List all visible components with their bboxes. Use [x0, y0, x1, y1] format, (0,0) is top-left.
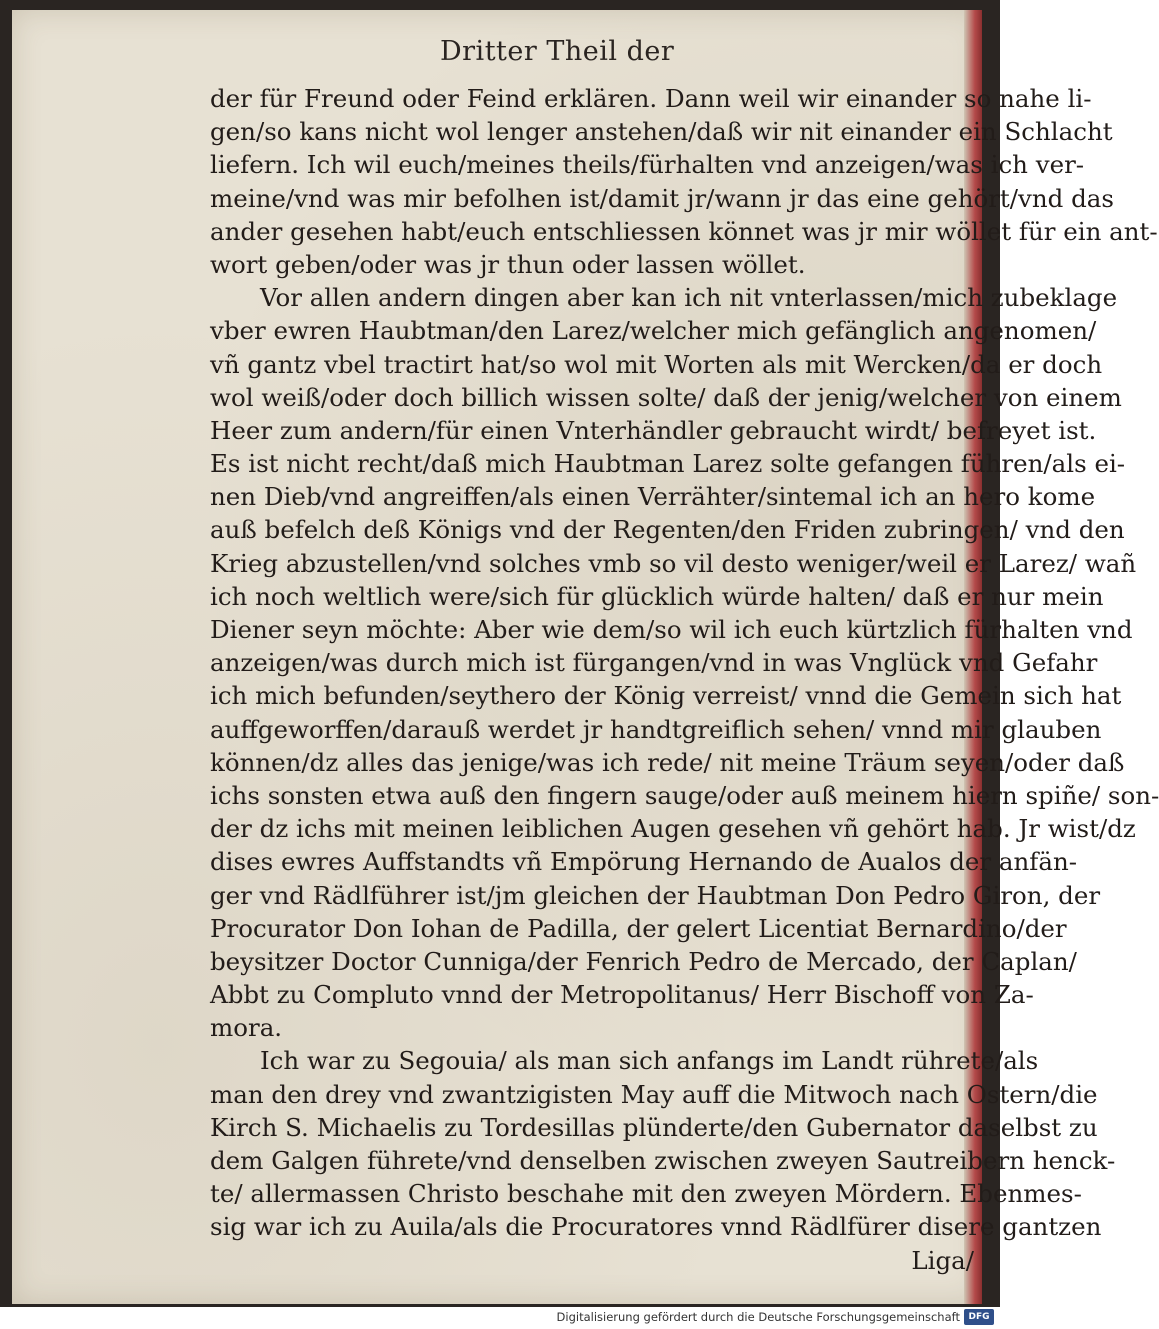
text-line: ich mich befunden/seythero der König verreist/ vnnd die Gemein sich hat: [210, 681, 1122, 711]
text-line: auß befelch deß Königs vnd der Regenten/den Friden zubringen/ vnd den: [210, 515, 1125, 545]
text-line: wort geben/oder was jr thun oder lassen wöllet.: [210, 249, 806, 279]
text-line: anzeigen/was durch mich ist fürgangen/vnd in was Vnglück vnd Gefahr: [210, 648, 1098, 678]
text-line: te/ allermassen Christo beschahe mit den zweyen Mördern. Ebenmes-: [210, 1179, 1082, 1209]
text-line: vber ewren Haubtman/den Larez/welcher mich gefänglich angenomen/: [210, 316, 1097, 346]
text-line: auffgeworffen/darauß werdet jr handtgreiflich sehen/ vnnd mir glauben: [210, 714, 1102, 744]
text-line: liefern. Ich wil euch/meines theils/fürhalten vnd anzeigen/was ich ver-: [210, 150, 1085, 180]
text-line: man den drey vnd zwantzigisten May auff die Mitwoch nach Ostern/die: [210, 1079, 1098, 1109]
text-line: wol weiß/oder doch billich wissen solte/ daß der jenig/welcher von einem: [210, 382, 1122, 412]
text-line: Kirch S. Michaelis zu Tordesillas plünderte/den Gubernator daselbst zu: [210, 1112, 1098, 1142]
text-line: Heer zum andern/für einen Vnterhändler gebraucht wirdt/ befreyet ist.: [210, 415, 1097, 445]
text-line: dises ewres Auffstandts vñ Empörung Hernando de Aualos der anfän-: [210, 847, 1078, 877]
text-line: der für Freund oder Feind erklären. Dann weil wir einander so nahe li-: [210, 84, 1092, 113]
text-line: Es ist nicht recht/daß mich Haubtman Larez solte gefangen führen/als ei-: [210, 449, 1126, 479]
dfg-logo[interactable]: DFG: [964, 1309, 994, 1325]
text-line: der dz ichs mit meinen leiblichen Augen gesehen vñ gehört hab. Jr wist/dz: [210, 814, 1136, 844]
text-line: ichs sonsten etwa auß den fingern sauge/oder auß meinem hiern spiñe/ son-: [210, 780, 1159, 810]
text-line: ich noch weltlich were/sich für glücklich würde halten/ daß er nur mein: [210, 581, 1104, 611]
text-line: beysitzer Doctor Cunniga/der Fenrich Pedro de Mercado, der Caplan/: [210, 946, 1077, 976]
text-line: ger vnd Rädlführer ist/jm gleichen der Haubtman Don Pedro Giron, der: [210, 880, 1101, 910]
text-line: können/dz alles das jenige/was ich rede/ nit meine Träum seyen/oder daß: [210, 747, 1125, 777]
text-line: dem Galgen führete/vnd denselben zwischen zweyen Sautreibern henck-: [210, 1146, 1116, 1175]
body-text: [210, 82, 1159, 1277]
text-line: Krieg abzustellen/vnd solches vmb so vil desto weniger/weil er Larez/ wañ: [210, 548, 1137, 578]
funding-note: Digitalisierung gefördert durch die Deutsche Forschungsgemeinschaft: [556, 1310, 960, 1324]
text-line: Ich war zu Segouia/ als man sich anfangs im Landt rührete/als: [260, 1046, 1039, 1076]
running-head: Dritter Theil der: [440, 36, 675, 67]
catchword: Liga/: [911, 1245, 974, 1275]
text-line: Diener seyn möchte: Aber wie dem/so wil ich euch kürtzlich fürhalten vnd: [210, 615, 1133, 644]
text-line: mora.: [210, 1013, 283, 1043]
footer-bar: [0, 1307, 1000, 1329]
text-line: Vor allen andern dingen aber kan ich nit vnterlassen/mich zubeklage: [260, 283, 1118, 313]
text-line: Abbt zu Compluto vnnd der Metropolitanus/ Herr Bischoff von Za-: [210, 980, 1034, 1010]
text-line: ander gesehen habt/euch entschliessen könnet was jr mir wöllet für ein ant-: [210, 216, 1158, 246]
text-line: vñ gantz vbel tractirt hat/so wol mit Worten als mit Wercken/da er doch: [210, 349, 1103, 379]
text-line: nen Dieb/vnd angreiffen/als einen Verrähter/sintemal ich an hero kome: [210, 482, 1096, 512]
text-line: sig war ich zu Auila/als die Procuratores vnnd Rädlfürer disere gantzen: [210, 1212, 1102, 1242]
text-line: meine/vnd was mir befolhen ist/damit jr/wann jr das eine gehört/vnd das: [210, 183, 1114, 213]
text-line: Procurator Don Iohan de Padilla, der gelert Licentiat Bernardino/der: [210, 913, 1067, 943]
text-line: gen/so kans nicht wol lenger anstehen/daß wir nit einander ein Schlacht: [210, 117, 1113, 147]
